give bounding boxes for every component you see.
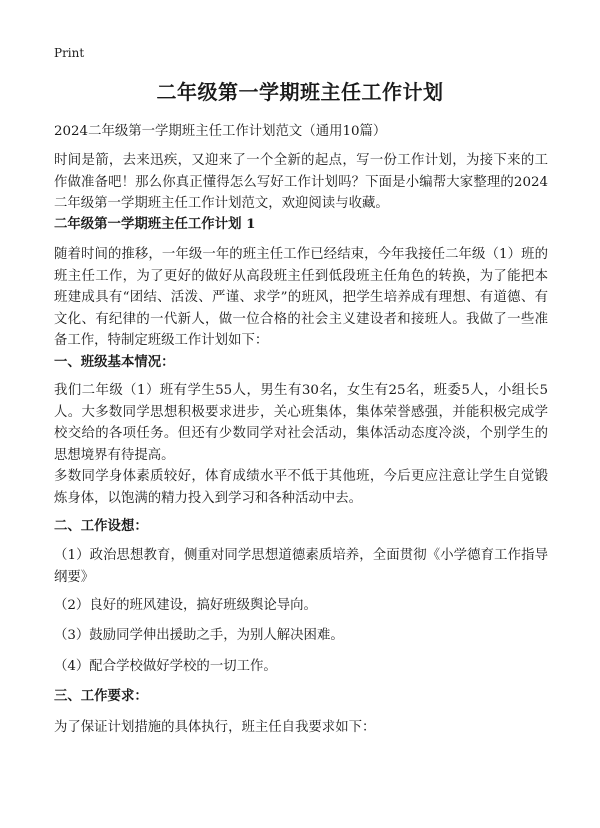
section3-paragraph: 为了保证计划措施的具体执行，班主任自我要求如下： xyxy=(54,720,376,735)
section2-list-item: （3）鼓励同学伸出援助之手，为别人解决困难。 xyxy=(54,628,344,643)
section2-list-item: （4）配合学校做好学校的一切工作。 xyxy=(54,659,277,674)
section2-list-item: （2）良好的班风建设，搞好班级舆论导向。 xyxy=(54,598,317,613)
section1-heading: 一、班级基本情况： xyxy=(54,354,175,370)
section1-paragraph-2: 多数同学身体素质较好，体育成绩水平不低于其他班，今后更应注意让学生自觉锻炼身体，以饱满的精力投入到学习和各种活动中去。 xyxy=(54,469,548,506)
document-title: 二年级第一学期班主任工作计划 xyxy=(156,80,444,104)
print-link[interactable]: Print xyxy=(54,46,85,60)
intro-paragraph: 时间是箭，去来迅疾，又迎来了一个全新的起点，写一份工作计划，为接下来的工作做准备吧！那么你真正懂得怎么写好工作计划吗？下面是小编帮大家整理的2024二年级第一学期班主任工作计划范文，欢迎阅读与收藏。 xyxy=(54,153,548,211)
section1-paragraph-1: 我们二年级（1）班有学生55人，男生有30名，女生有25名，班委5人，小组长5人。大多数同学思想积极要求进步，关心班集体，集体荣誉感强，并能积极完成学校交给的各项任务。但还有少数同学对社会活动，集体活动态度冷淡，个别学生的思想境界有待提高。 xyxy=(54,383,548,463)
document-subtitle: 2024二年级第一学期班主任工作计划范文（通用10篇） xyxy=(54,124,387,139)
section3-heading: 三、工作要求： xyxy=(54,688,148,704)
section2-list-item: （1）政治思想教育，侧重对同学思想道德素质培养，全面贯彻《小学德育工作指导纲要》 xyxy=(54,548,548,585)
plan-heading: 二年级第一学期班主任工作计划 1 xyxy=(54,216,256,232)
plan-paragraph: 随着时间的推移，一年级一年的班主任工作已经结束，今年我接任二年级（1）班的班主任工作，为了更好的做好从高段班主任到低段班主任角色的转换，为了能把本班建成具有“团结、活泼、严谨、求学”的班风，把学生培养成有理想、有道德、有文化、有纪律的一代新人，做一位合格的社会主义建设者和接班人。我做了一些准备工作，特制定班级工作计划如下： xyxy=(54,247,548,348)
section2-heading: 二、工作设想： xyxy=(54,518,148,534)
